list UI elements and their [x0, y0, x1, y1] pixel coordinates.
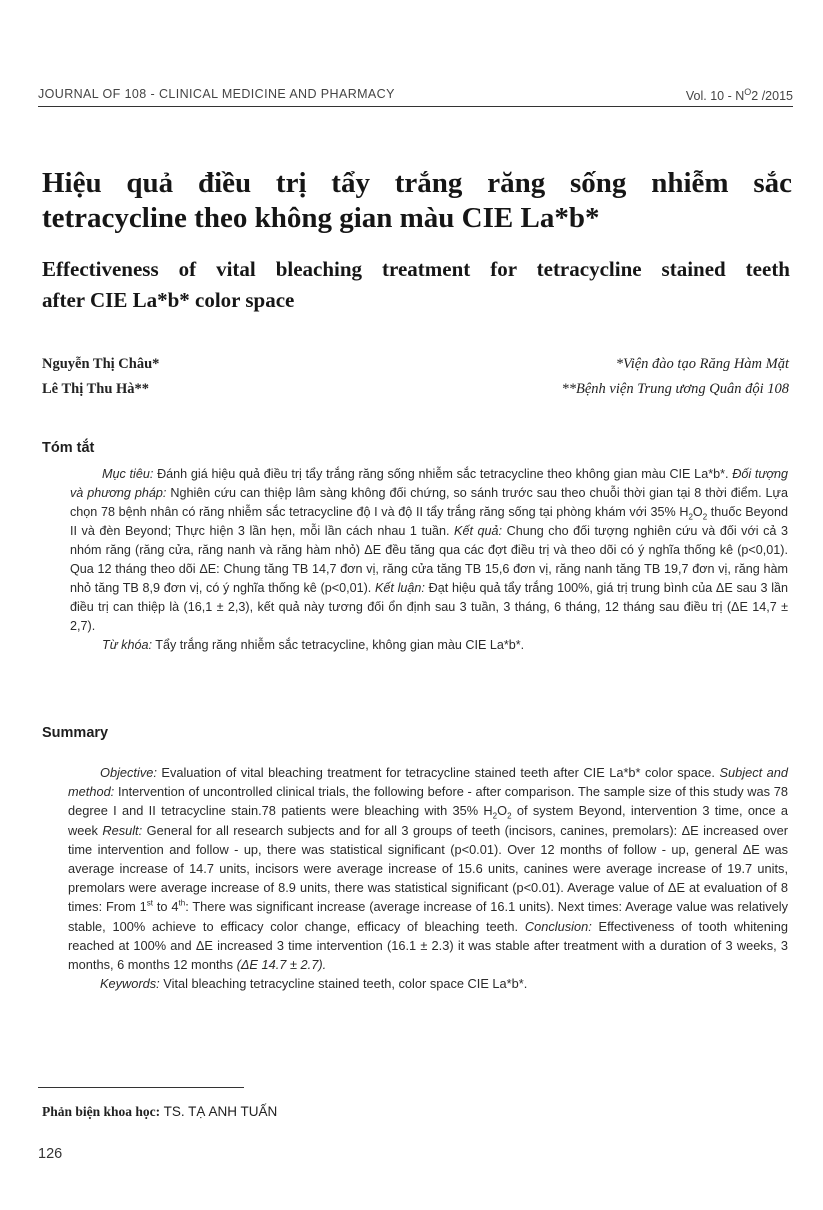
- label-muc-tieu: Mục tiêu:: [102, 467, 154, 481]
- header-rule: [38, 106, 793, 107]
- label-conclusion: Conclusion:: [524, 918, 592, 934]
- title-vi-line-1: Hiệu quả điều trị tẩy trắng răng sống nhiễm sắc: [42, 167, 792, 199]
- label-ket-qua: Kết quả:: [454, 524, 503, 538]
- issue-superscript: O: [744, 87, 752, 97]
- journal-running-header: JOURNAL OF 108 - CLINICAL MEDICINE AND PHARMACY: [38, 87, 395, 101]
- reviewer-note: [42, 1104, 277, 1120]
- title-en-line-2: after CIE La*b* color space: [42, 288, 295, 312]
- title-english: [42, 254, 790, 316]
- label-keywords: Keywords:: [100, 976, 160, 992]
- footnote-rule: [38, 1087, 244, 1088]
- label-doi-tuong: Đối tượng và phương pháp:: [70, 467, 788, 500]
- label-tu-khoa: Từ khóa:: [102, 638, 152, 652]
- reviewer-label: Phản biện khoa học:: [42, 1104, 161, 1119]
- section-heading-summary: Summary: [42, 725, 109, 741]
- title-vietnamese: [42, 166, 792, 236]
- title-vi-line-2: tetracycline theo không gian màu CIE La*b*: [42, 202, 600, 234]
- keywords-vi: Từ khóa: Tẩy trắng răng nhiễm sắc tetracycline, không gian màu CIE La*b*.: [102, 638, 525, 652]
- page-number: 126: [38, 1146, 63, 1162]
- section-heading-tomtat: Tóm tắt: [42, 440, 95, 456]
- affiliation-list: [562, 352, 790, 402]
- author-name: Lê Thị Thu Hà**: [42, 381, 150, 397]
- author-affiliation: **Bệnh viện Trung ương Quân đội 108: [561, 381, 789, 397]
- title-en-line-1: Effectiveness of vital bleaching treatment for tetracycline stained teeth: [42, 257, 790, 281]
- abstract-vi-body: Mục tiêu: Đánh giá hiệu quả điều trị tẩy trắng răng sống nhiễm sắc tetracycline theo không gian màu CIE La*b*. Đối tượng và phương pháp: Nghiên cứu can thiệp lâm sàng không đối chứng, so sánh trước sau theo chuỗi thời gian tại 8 thời điểm. Lựa chọn 78 bệnh nhân có răng nhiễm sắc tetracycline độ I và độ II tẩy trắng răng sống tại phòng khám với 35% $H_2O_2$ thuốc Beyond II và đèn Beyond; Thực hiện 3 lần hẹn, mỗi lần cách nhau 1 tuần. Kết quả: Chung cho đối tượng nghiên cứu và đối với cả 3 nhóm răng (răng cửa, răng nanh và răng hàm nhỏ) ΔE đều tăng qua các đợt điều trị và theo dõi có ý nghĩa thống kê (p<0,01). Qua 12 tháng theo dõi ΔE: Chung tăng TB 14,7 đơn vị, răng cửa tăng TB 15,6 đơn vị, răng nanh tăng TB 19,7 đơn vị, răng hàm nhỏ tăng TB 8,9 đơn vị, có ý nghĩa thống kê (p<0,01). Kết luận: Đạt hiệu quả tẩy trắng 100%, giá trị trung bình của ΔE sau 3 lần điều trị can thiệp là (16,1 ± 2,3), kết quả này tương đối ổn định sau 3 tuần, 3 tháng, 6 tháng, 12 tháng sau điều trị (ΔE 14,7 ± 2,7).: [70, 467, 788, 633]
- reviewer-name: TS. TẠ ANH TUẤN: [160, 1104, 278, 1119]
- keywords-en: Keywords: Vital bleaching tetracycline stained teeth, color space CIE La*b*.: [100, 976, 528, 992]
- volume-text: Vol. 10 - N: [685, 89, 745, 104]
- author-name: Nguyễn Thị Châu*: [42, 356, 160, 372]
- author-affiliation: *Viện đào tạo Răng Hàm Mặt: [615, 356, 789, 372]
- label-subject-method: Subject and method:: [68, 765, 788, 800]
- abstract-vietnamese: [70, 465, 788, 655]
- label-result: Result:: [102, 822, 143, 838]
- label-ket-luan: Kết luận:: [375, 581, 425, 595]
- volume-issue: [686, 87, 793, 103]
- abstract-en-body: Objective: Evaluation of vital bleaching treatment for tetracycline stained teeth after CIE La*b* color space. Subject and method: Intervention of uncontrolled clinical trials, the following before - after comparison. The sample size of this study was 78 degree I and II tetracycline stain.78 patients were bleaching with 35% $H_2O_2$ of system Beyond, intervention 3 time, once a week Result: General for all research subjects and for all 3 groups of teeth (incisors, canines, premolars): ΔE increased over time intervention and follow - up, there was statistical significant (p<0.01). Over 12 months of follow - up, general ΔE was average increase of 14.7 units, incisors were average increase of 15.6 units, canines were average increase of 19.7 units, premolars were average increase of 8.9 units, there was statistical significant (p<0.01). Average value of ΔE at evaluation of 8 times: From 1st to 4th: There was significant increase (average increase of 16.1 units). Next times: Average value was relatively stable, 100% achieve to efficacy color change, efficacy of bleaching teeth. Conclusion: Effectiveness of tooth whitening reached at 100% and ΔE increased 3 time intervention (16.1 ± 2.3) it was stable after treatment with a duration of 3 weeks, 3 months, 6 months 12 months (ΔE 14.7 ± 2.7).: [68, 765, 788, 973]
- issue-text: 2 /2015: [751, 89, 793, 104]
- label-objective: Objective:: [100, 765, 157, 780]
- author-list: [42, 352, 159, 402]
- abstract-english: [68, 763, 788, 993]
